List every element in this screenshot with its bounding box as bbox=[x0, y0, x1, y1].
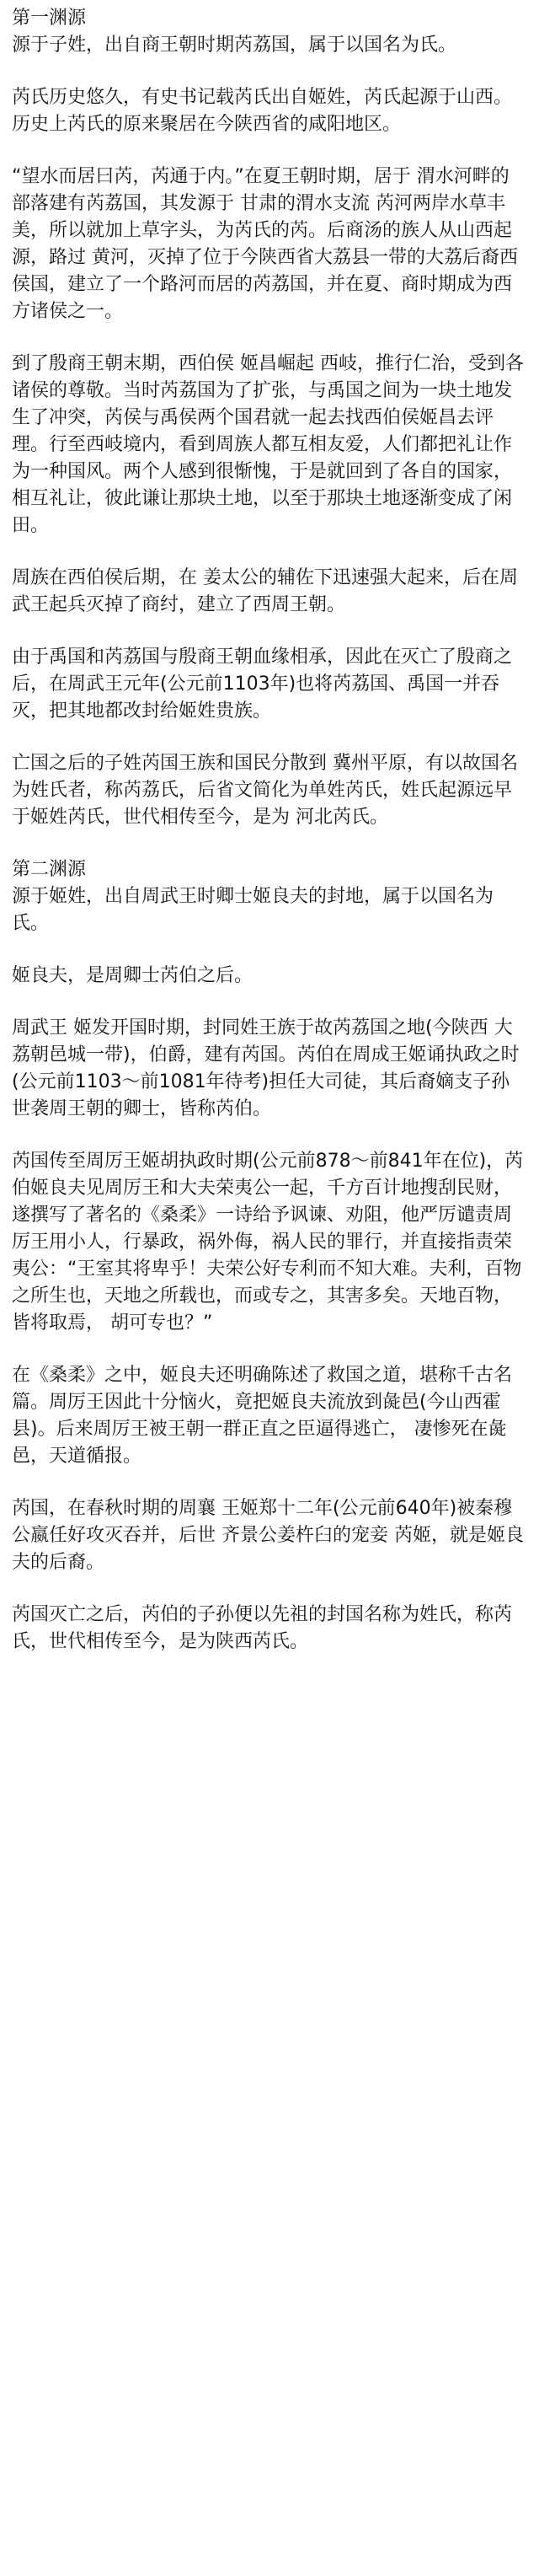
section-heading: 第一渊源 bbox=[12, 8, 87, 29]
paragraph: 由于禹国和芮荔国与殷商王朝血缘相承，因此在灭亡了殷商之后，在周武王元年(公元前1103年)也将芮荔国、禹国一并吞灭，把其地都改封给姬姓贵族。 bbox=[12, 647, 513, 722]
section-heading: 第二渊源 bbox=[12, 859, 87, 880]
paragraph: 源于子姓，出自商王朝时期芮荔国，属于以国名为氏。 bbox=[12, 35, 457, 56]
paragraph: 芮氏历史悠久，有史书记载芮氏出自姬姓，芮氏起源于山西。历史上芮氏的原来聚居在今陕西省的咸阳地区。 bbox=[12, 87, 513, 135]
paragraph: 周族在西伯侯后期，在 姜太公的辅佐下迅速强大起来，后在周武王起兵灭掉了商纣，建立了西周王朝。 bbox=[12, 567, 518, 615]
paragraph: 芮国，在春秋时期的周襄 王姬郑十二年(公元前640年)被秦穆公嬴任好攻灭吞并，后世 齐景公姜杵臼的宠妾 芮姬，就是姬良夫的后裔。 bbox=[12, 1498, 524, 1573]
section-2 bbox=[12, 856, 527, 1656]
paragraph: 姬良夫，是周卿士芮伯之后。 bbox=[12, 965, 253, 986]
paragraph: 周武王 姬发开国时期，封同姓王族于故芮荔国之地(今陕西 大荔朝邑城一带)，伯爵，建有芮国。芮伯在周成王姬诵执政之时(公元前1103～前1081年待考)担任大司徒，其后裔嫡支子孙世袭周王朝的卿士，皆称芮伯。 bbox=[12, 1017, 520, 1119]
paragraph: 芮国灭亡之后，芮伯的子孙便以先祖的封国名称为姓氏，称芮氏，世代相传至今，是为陕西芮氏。 bbox=[12, 1604, 513, 1652]
paragraph: 源于姬姓，出自周武王时卿士姬良夫的封地，属于以国名为氏。 bbox=[12, 886, 494, 934]
paragraph: 亡国之后的子姓芮国王族和国民分散到 冀州平原，有以故国名为姓氏者，称芮荔氏，后省文简化为单姓芮氏，姓氏起源远早于姬姓芮氏，世代相传至今，是为 河北芮氏。 bbox=[12, 753, 518, 828]
paragraph: 到了殷商王朝末期，西伯侯 姬昌崛起 西岐，推行仁治，受到各诸侯的尊敬。当时芮荔国为了扩张，与禹国之间为一块土地发生了冲突，芮侯与禹侯两个国君就一起去找西伯侯姬昌去评理。行至西岐境内，看到周族人都互相友爱，人们都把礼让作为一种国风。两个人感到很惭愧，于是就回到了各自的国家，相互礼让，彼此谦让那块土地，以至于那块土地逐渐变成了闲田。 bbox=[12, 353, 524, 536]
section-1 bbox=[12, 5, 527, 831]
paragraph: “望水而居曰芮，芮通于内。”在夏王朝时期，居于 渭水河畔的部落建有芮荔国，其发源于 甘肃的渭水支流 芮河两岸水草丰美，所以就加上草字头，为芮氏的芮。后商汤的族人从山西起源，路过 黄河，灭掉了位于今陕西省大荔县一带的大荔后裔西 侯国，建立了一个路河而居的芮荔国，并在夏、商时期成为西方诸侯之一。 bbox=[12, 166, 524, 322]
paragraph: 在《桑柔》之中，姬良夫还明确陈述了救国之道，堪称千古名篇。周厉王因此十分恼火，竟把姬良夫流放到彘邑(今山西霍县)。后来周厉王被王朝一群正直之臣逼得逃亡， 凄惨死在彘邑，天道循报。 bbox=[12, 1365, 513, 1467]
paragraph: 芮国传至周厉王姬胡执政时期(公元前878～前841年在位)，芮伯姬良夫见周厉王和大夫荣夷公一起，千方百计地搜刮民财，遂撰写了著名的《桑柔》一诗给予讽谏、劝阻，他严厉谴责周厉王用小人，行暴政，祸外侮，祸人民的罪行，并直接指责荣夷公：“王室其将卑乎！夫荣公好专利而不知大难。夫利，百物之所生也，天地之所载也，而或专之，其害多矣。天地百物，皆将取焉， 胡可专也？” bbox=[12, 1151, 524, 1334]
